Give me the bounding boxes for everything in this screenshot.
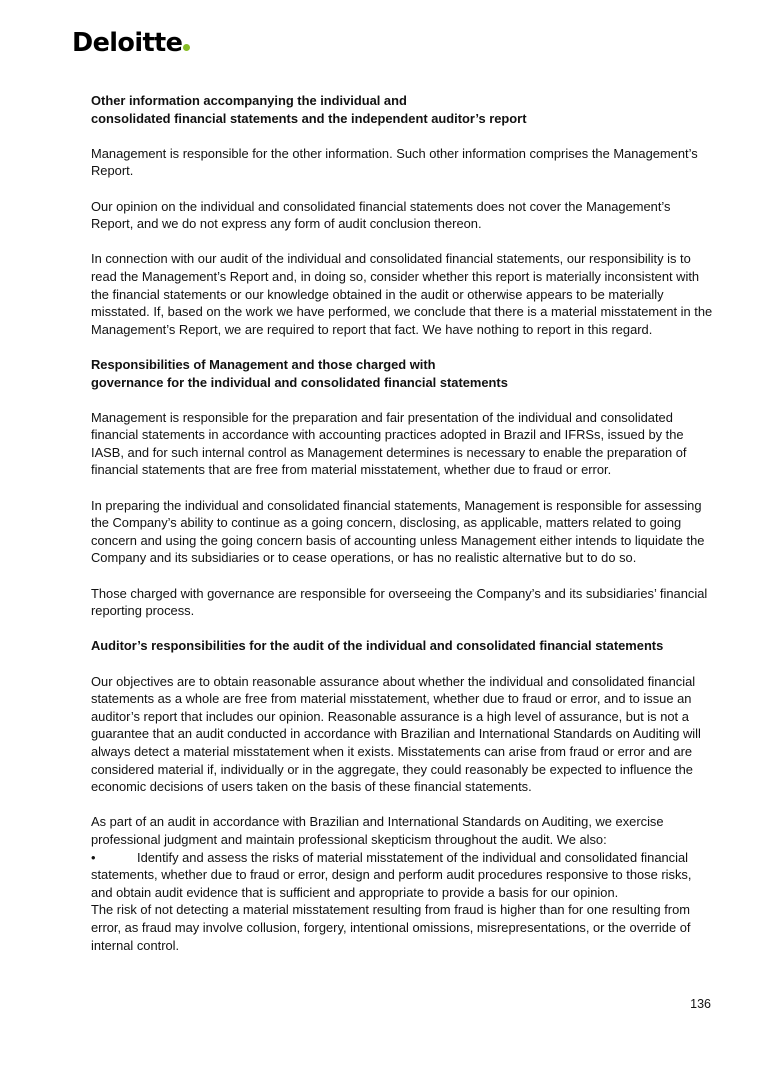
paragraph: Management is responsible for the preparation and fair presentation of the individual and consolidated financial statements in accordance with accounting practices adopted in Brazil and IFRSs, issued by the IASB, and for such internal control as Management determines is necessary to enable the preparation of financial statements that are free from material misstatement, whether due to fraud or error. xyxy=(91,409,687,478)
paragraph: In preparing the individual and consolidated financial statements, Management is responsible for assessing the Company’s ability to continue as a going concern, disclosing, as applicable, matters related to going concern and using the going concern basis of accounting unless Management either intends to liquidate the Company and its subsidiaries or to cease operations, or has no realistic alternative but to do so. xyxy=(91,497,705,566)
heading-line: governance for the individual and consolidated financial statements xyxy=(91,374,508,390)
page-number: 136 xyxy=(690,997,711,1011)
heading-line: Other information accompanying the individual and xyxy=(91,93,407,108)
paragraph: Those charged with governance are responsible for overseeing the Company’s and its subsidiaries’ financial reporting process. xyxy=(91,585,708,619)
section-heading-responsibilities xyxy=(91,356,713,391)
bullet-text: Identify and assess the risks of material misstatement of the individual and consolidated financial statements, whether due to fraud or error, design and perform audit procedures responsive to those risks, and obtain audit evidence that is sufficient and appropriate to provide a basis for our opinion. xyxy=(91,849,692,900)
paragraph: In connection with our audit of the individual and consolidated financial statements, our responsibility is to read the Management’s Report and, in doing so, consider whether this report is materially inconsistent with the financial statements or our knowledge obtained in the audit or otherwise appears to be materially misstated. If, based on the work we have performed, we conclude that there is a material misstatement in the Management’s Report, we are required to report that fact. We have nothing to report in this regard. xyxy=(91,251,713,337)
paragraph: Our opinion on the individual and consolidated financial statements does not cover the Management’s Report, and we do not express any form of audit conclusion thereon. xyxy=(91,198,671,232)
paragraph: Our objectives are to obtain reasonable assurance about whether the individual and consolidated financial statements as a whole are free from material misstatement, whether due to fraud or error, and to issue an auditor’s report that includes our opinion. Reasonable assurance is a high level of assurance, but is not a guarantee that an audit conducted in accordance with Brazilian and International Standards on Auditing will always detect a material misstatement when it exists. Misstatements can arise from fraud or error and are considered material if, individually or in the aggregate, they could reasonably be expected to influence the economic decisions of users taken on the basis of these financial statements. xyxy=(91,673,701,795)
heading-line: consolidated financial statements and the independent auditor’s report xyxy=(91,110,527,126)
paragraph: The risk of not detecting a material misstatement resulting from fraud is higher than for one resulting from error, as fraud may involve collusion, forgery, intentional omissions, misrepresentations, or the override of internal control. xyxy=(91,902,691,953)
paragraph: Management is responsible for the other information. Such other information comprises the Management’s Report. xyxy=(91,145,698,179)
section-heading-other-info xyxy=(91,92,713,127)
report-body xyxy=(91,92,713,954)
heading-line: Responsibilities of Management and those charged with xyxy=(91,356,436,372)
section-heading-auditor: Auditor’s responsibilities for the audit of the individual and consolidated financial statements xyxy=(91,638,664,654)
logo-wordmark: Deloitte xyxy=(72,28,183,58)
paragraph: As part of an audit in accordance with Brazilian and International Standards on Auditing, we exercise professional judgment and maintain professional skepticism throughout the audit. We also: xyxy=(91,814,664,847)
bullet-item xyxy=(91,849,713,902)
deloitte-logo xyxy=(72,28,190,58)
logo-dot-icon xyxy=(183,44,190,51)
bullet-icon: • xyxy=(91,849,96,865)
